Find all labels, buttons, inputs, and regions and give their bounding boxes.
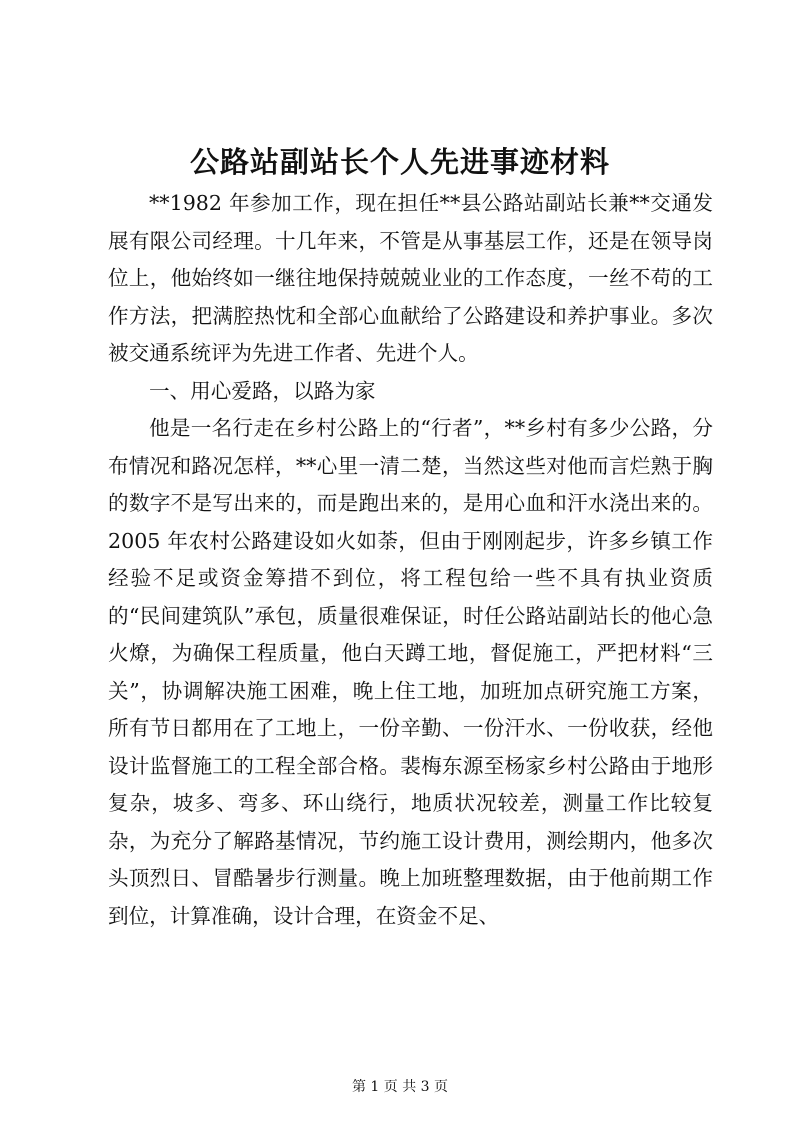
page-number-footer: 第 1 页 共 3 页 [351,1079,449,1095]
document-body [108,185,713,935]
document-title: 公路站副站长个人先进事迹材料 [189,145,610,179]
section-heading: 一、用心爱路，以路为家 [149,378,376,403]
paragraph-intro: **1982 年参加工作，现在担任**县公路站副站长兼**交通发展有限公司经理。十几年来，不管是从事基层工作，还是在领导岗位上，他始终如一继往地保持兢兢业业的工作态度，一丝不苟的工作方法，把满腔热忱和全部心血献给了公路建设和养护事业。多次被交通系统评为先进工作者、先进个人。 [108,191,713,365]
paragraph-section-one: 他是一名行走在乡村公路上的“行者”，**乡村有多少公路，分布情况和路况怎样，**心里一清二楚，当然这些对他而言烂熟于胸的数字不是写出来的，而是跑出来的，是用心血和汗水浇出来的。2005 年农村公路建设如火如荼，但由于刚刚起步，许多乡镇工作经验不足或资金筹措不到位，将工程包给一些不具有执业资质的“民间建筑队”承包，质量很难保证，时任公路站副站长的他心急火燎，为确保工程质量，他白天蹲工地，督促施工，严把材料“三关”，协调解决施工困难，晚上住工地，加班加点研究施工方案，所有节日都用在了工地上，一份辛勤、一份汗水、一份收获，经他设计监督施工的工程全部合格。裴梅东源至杨家乡村公路由于地形复杂，坡多、弯多、环山绕行，地质状况较差，测量工作比较复杂，为充分了解路基情况，节约施工设计费用，测绘期内，他多次头顶烈日、冒酷暑步行测量。晚上加班整理数据，由于他前期工作到位，计算准确，设计合理，在资金不足、 [108,416,713,928]
